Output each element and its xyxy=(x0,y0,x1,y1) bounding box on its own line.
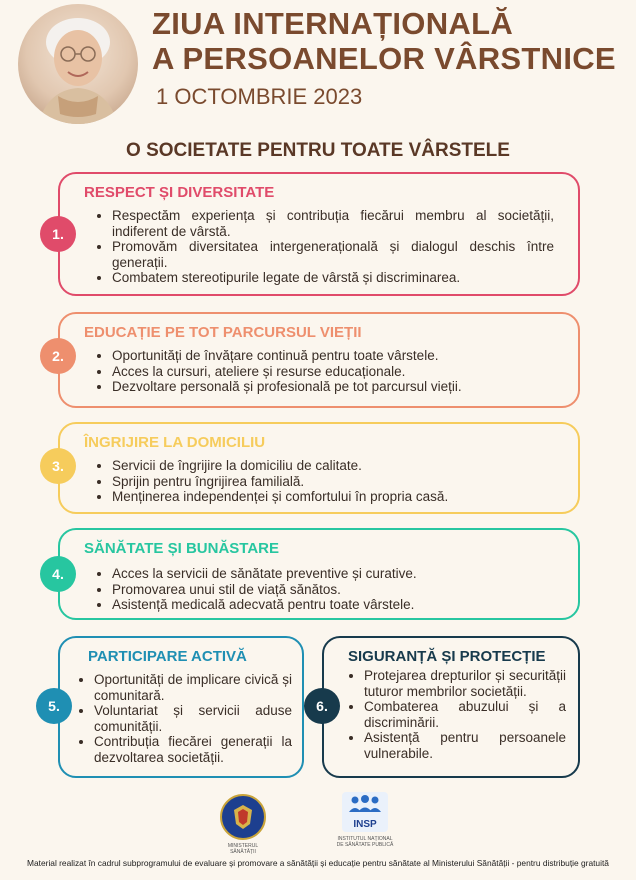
section-card-home-care xyxy=(58,422,580,514)
list-item: • Protejarea drepturilor și securității tuturor membrilor societății. xyxy=(364,668,566,699)
section-title: SĂNĂTATE ȘI BUNĂSTARE xyxy=(84,540,279,557)
section-title: SIGURANȚĂ ȘI PROTECȚIE xyxy=(348,648,546,665)
section-number-badge: 6. xyxy=(304,688,340,724)
list-item: • Oportunități de implicare civică și comunitară. xyxy=(94,672,292,703)
page-title-line-1: ZIUA INTERNAȚIONALĂ xyxy=(152,6,514,41)
people-group-icon xyxy=(345,794,385,814)
ministry-of-health-caption: MINISTERUL SĂNĂTĂȚII xyxy=(227,843,259,855)
list-item: • Asistență medicală adecvată pentru toate vârstele. xyxy=(112,597,554,613)
list-item: • Promovăm diversitatea intergenerațională și dialogul deschis între generații. xyxy=(112,239,554,270)
list-item: • Respectăm experiența și contribuția fiecărui membru al societății, indiferent de vârstă. xyxy=(112,208,554,239)
elderly-woman-icon xyxy=(18,4,138,124)
list-item: • Voluntariat și servicii aduse comunității. xyxy=(94,703,292,734)
insp-logo xyxy=(342,792,388,832)
list-item: • Contribuția fiecărei generații la dezvoltarea societății. xyxy=(94,734,292,765)
list-item: • Asistență pentru persoanele vulnerabile. xyxy=(364,730,566,761)
section-title: PARTICIPARE ACTIVĂ xyxy=(88,648,247,665)
list-item: • Acces la cursuri, ateliere și resurse educaționale. xyxy=(112,364,554,380)
section-number-badge: 5. xyxy=(36,688,72,724)
list-item: • Combatem stereotipurile legate de vârstă și discriminarea. xyxy=(112,270,554,286)
section-title: ÎNGRIJIRE LA DOMICILIU xyxy=(84,434,266,451)
section-number-badge: 2. xyxy=(40,338,76,374)
list-item: • Acces la servicii de sănătate preventive și curative. xyxy=(112,566,554,582)
section-card-participation xyxy=(58,636,304,778)
section-card-education xyxy=(58,312,580,408)
ministry-of-health-logo xyxy=(220,794,266,840)
section-card-safety xyxy=(322,636,580,778)
list-item: • Sprijin pentru îngrijirea familială. xyxy=(112,474,554,490)
list-item: • Combaterea abuzului și a discriminării. xyxy=(364,699,566,730)
list-item: • Dezvoltare personală și profesională pe tot parcursul vieții. xyxy=(112,379,554,395)
section-card-health xyxy=(58,528,580,620)
list-item: • Servicii de îngrijire la domiciliu de calitate. xyxy=(112,458,554,474)
list-item: • Promovarea unui stil de viață sănătos. xyxy=(112,582,554,598)
list-item: • Menținerea independenței și comfortului în propria casă. xyxy=(112,489,554,505)
page-title-line-2: A PERSOANELOR VÂRSTNICE xyxy=(152,41,616,76)
section-title: RESPECT ȘI DIVERSITATE xyxy=(84,184,275,201)
coat-of-arms-icon xyxy=(228,802,258,832)
page-subtitle: O SOCIETATE PENTRU TOATE VÂRSTELE xyxy=(126,140,510,161)
section-title: EDUCAȚIE PE TOT PARCURSUL VIEȚII xyxy=(84,324,362,341)
list-item: • Oportunități de învățare continuă pentru toate vârstele. xyxy=(112,348,554,364)
section-number-badge: 4. xyxy=(40,556,76,592)
insp-abbreviation: INSP xyxy=(353,819,377,830)
footer-disclaimer: Material realizat în cadrul subprogramului de evaluare și promovare a sănătății și educație pentru sănătate al Ministerului Sănătății - pentru distribuție gratuită xyxy=(27,858,609,868)
event-date: 1 OCTOMBRIE 2023 xyxy=(156,84,363,109)
elderly-woman-photo xyxy=(18,4,138,124)
section-number-badge: 3. xyxy=(40,448,76,484)
section-card-respect xyxy=(58,172,580,296)
insp-caption: INSTITUTUL NAȚIONAL DE SĂNĂTATE PUBLICĂ xyxy=(336,836,394,848)
section-number-badge: 1. xyxy=(40,216,76,252)
